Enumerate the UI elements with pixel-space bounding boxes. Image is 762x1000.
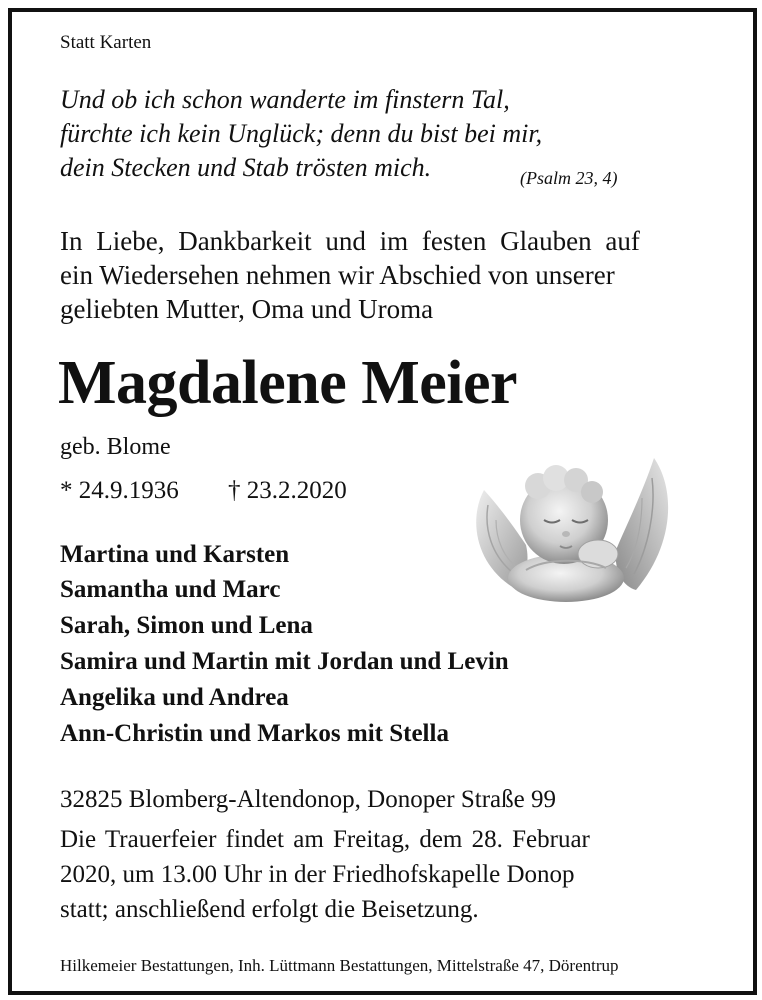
death-date: † 23.2.2020 [228, 477, 347, 504]
mourner-line: Samira und Martin mit Jordan und Levin [60, 648, 509, 675]
mourner-line: Samantha und Marc [60, 576, 281, 603]
intro-line: ein Wiedersehen nehmen wir Abschied von unserer [60, 260, 615, 290]
verse-reference: (Psalm 23, 4) [520, 168, 618, 188]
mourner-line: Sarah, Simon und Lena [60, 612, 313, 639]
family-address: 32825 Blomberg-Altendonop, Donoper Straße 99 [60, 786, 556, 813]
verse-line: fürchte ich kein Unglück; denn du bist bei mir, [60, 119, 543, 148]
funeral-home-footer: Hilkemeier Bestattungen, Inh. Lüttmann Bestattungen, Mittelstraße 47, Dörentrup [60, 956, 619, 975]
mourner-line: Angelika und Andrea [60, 684, 289, 711]
mourner-line: Ann-Christin und Markos mit Stella [60, 720, 449, 747]
funeral-info-line: Die Trauerfeier findet am Freitag, dem 28. Februar [60, 826, 590, 853]
header-statt-karten: Statt Karten [60, 32, 152, 53]
intro-line: geliebten Mutter, Oma und Uroma [60, 294, 434, 324]
cherub-angel-icon [466, 450, 676, 610]
intro-line: In Liebe, Dankbarkeit und im festen Glauben auf [60, 226, 640, 256]
birth-date: * 24.9.1936 [60, 477, 179, 504]
mourner-line: Martina und Karsten [60, 541, 290, 568]
funeral-info-line: 2020, um 13.00 Uhr in der Friedhofskapelle Donop [60, 861, 575, 888]
deceased-name: Magdalene Meier [58, 349, 518, 417]
verse-line: dein Stecken und Stab trösten mich. [60, 153, 432, 182]
maiden-name: geb. Blome [60, 434, 171, 460]
funeral-info-line: statt; anschließend erfolgt die Beisetzung. [60, 896, 479, 923]
verse-line: Und ob ich schon wanderte im finstern Tal, [60, 85, 510, 114]
